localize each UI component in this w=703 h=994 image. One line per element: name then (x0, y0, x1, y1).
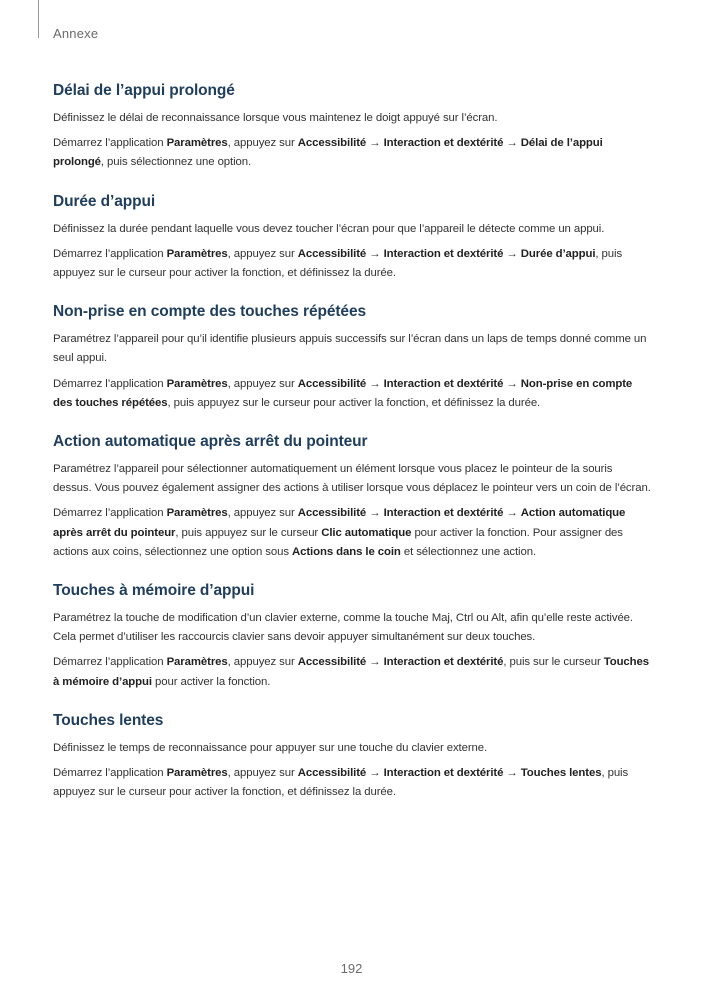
text-run: Démarrez l’application (53, 507, 167, 520)
page-header: Annexe (53, 26, 99, 41)
text-run: → (503, 507, 521, 520)
ui-term: Interaction et dextérité (383, 656, 504, 669)
text-run: Définissez la durée pendant laquelle vous devez toucher l’écran pour que l’appareil le détecte comme un appui. (53, 222, 605, 235)
section-instructions (53, 504, 653, 562)
text-run: → (503, 137, 521, 150)
ui-term: Interaction et dextérité (383, 377, 504, 390)
section-title: Touches lentes (53, 711, 164, 729)
text-run: , puis appuyez sur le curseur pour activer la fonction, et définissez la durée. (167, 396, 541, 409)
ui-term: Touches à mémoire d’appui (53, 656, 649, 688)
text-run: , puis sur le curseur (503, 656, 604, 669)
section-duree-d-appui (53, 193, 653, 284)
ui-term: Paramètres (166, 767, 228, 780)
section-title: Durée d’appui (53, 192, 156, 210)
text-run: → (503, 247, 521, 260)
section-touches-lentes (53, 712, 653, 803)
text-run: Démarrez l’application (53, 377, 167, 390)
ui-term: Non-prise en compte des touches répétées (53, 377, 633, 409)
text-run: Démarrez l’application (53, 247, 167, 260)
ui-term: Actions dans le coin (292, 545, 401, 558)
ui-term: Durée d’appui (520, 247, 596, 260)
text-run: → (366, 656, 384, 669)
text-run: , appuyez sur (227, 247, 298, 260)
section-description (53, 220, 653, 239)
section-title: Action automatique après arrêt du pointeur (53, 433, 368, 451)
text-run: → (366, 247, 384, 260)
ui-term: Touches lentes (520, 767, 602, 780)
text-run: pour activer la fonction. Pour assigner des actions aux coins, sélectionnez une option sous (53, 526, 623, 558)
text-run: , appuyez sur (227, 137, 298, 150)
text-run: Paramétrez l’appareil pour qu’il identifie plusieurs appuis successifs sur l’écran dans un laps de temps donné comme un seul appui. (53, 333, 647, 365)
section-instructions (53, 245, 653, 283)
section-title: Touches à mémoire d’appui (53, 582, 255, 600)
text-run: → (366, 377, 384, 390)
text-run: → (503, 377, 521, 390)
section-action-automatique-apres-arret-du-pointeur (53, 433, 653, 562)
text-run: , appuyez sur (227, 767, 298, 780)
text-run: → (366, 767, 384, 780)
ui-term: Paramètres (166, 377, 228, 390)
section-description (53, 330, 653, 368)
margin-rule (38, 0, 39, 38)
ui-term: Interaction et dextérité (383, 247, 504, 260)
ui-term: Action automatique après arrêt du pointeur (53, 507, 626, 539)
text-run: , appuyez sur (227, 377, 298, 390)
section-title: Délai de l’appui prolongé (53, 82, 235, 99)
text-run: Démarrez l’application (53, 767, 167, 780)
text-run: → (366, 137, 384, 150)
ui-term: Accessibilité (297, 137, 367, 150)
section-title: Non-prise en compte des touches répétées (53, 303, 366, 321)
section-delai-de-l-appui-prolonge (53, 82, 653, 173)
section-description (53, 739, 653, 758)
ui-term: Accessibilité (297, 247, 367, 260)
section-instructions (53, 764, 653, 802)
text-run: → (366, 507, 384, 520)
text-run: , appuyez sur (227, 507, 298, 520)
page-number: 192 (340, 961, 363, 976)
ui-term: Accessibilité (297, 507, 367, 520)
text-run: Démarrez l’application (53, 656, 167, 669)
text-run: → (503, 767, 521, 780)
text-run: et sélectionnez une action. (400, 545, 537, 558)
ui-term: Interaction et dextérité (383, 137, 504, 150)
section-instructions (53, 375, 653, 413)
ui-term: Clic automatique (321, 526, 412, 539)
text-run: , puis appuyez sur le curseur pour activer la fonction, et définissez la durée. (53, 767, 629, 799)
ui-term: Délai de l’appui prolongé (53, 137, 603, 169)
text-run: , appuyez sur (227, 656, 298, 669)
section-non-prise-en-compte-des-touches-repetees (53, 303, 653, 413)
section-description (53, 609, 653, 647)
text-run: Démarrez l’application (53, 137, 167, 150)
text-run: Définissez le délai de reconnaissance lorsque vous maintenez le doigt appuyé sur l’écran. (53, 112, 498, 124)
ui-term: Interaction et dextérité (383, 507, 504, 520)
section-instructions (53, 134, 653, 172)
section-description (53, 460, 653, 498)
ui-term: Paramètres (166, 656, 228, 669)
ui-term: Accessibilité (297, 656, 367, 669)
text-run: pour activer la fonction. (151, 675, 271, 688)
text-run: , puis appuyez sur le curseur pour activer la fonction, et définissez la durée. (53, 247, 623, 280)
ui-term: Paramètres (166, 137, 228, 150)
section-description (53, 109, 653, 128)
section-instructions (53, 653, 653, 691)
ui-term: Interaction et dextérité (383, 767, 504, 780)
text-run: , puis appuyez sur le curseur (175, 526, 322, 539)
text-run: Définissez le temps de reconnaissance pour appuyer sur une touche du clavier externe. (53, 741, 488, 754)
ui-term: Accessibilité (297, 377, 367, 390)
page-body (53, 82, 653, 822)
text-run: Paramétrez la touche de modification d’un clavier externe, comme la touche Maj, Ctrl ou Alt, afin qu’elle reste activée. Cela permet d’utiliser les raccourcis clavier sans devoir appuyer simultanément sur deux touches. (53, 612, 633, 644)
text-run: , puis sélectionnez une option. (100, 156, 252, 169)
text-run: Paramétrez l’appareil pour sélectionner automatiquement un élément lorsque vous placez le pointeur de la souris dessus. Vous pouvez également assigner des actions à utiliser lorsque vous déplacez le pointeur vers un coin de l’écran. (53, 463, 651, 495)
ui-term: Paramètres (166, 507, 228, 520)
ui-term: Paramètres (166, 247, 228, 260)
ui-term: Accessibilité (297, 767, 367, 780)
section-touches-a-memoire-d-appui (53, 582, 653, 692)
